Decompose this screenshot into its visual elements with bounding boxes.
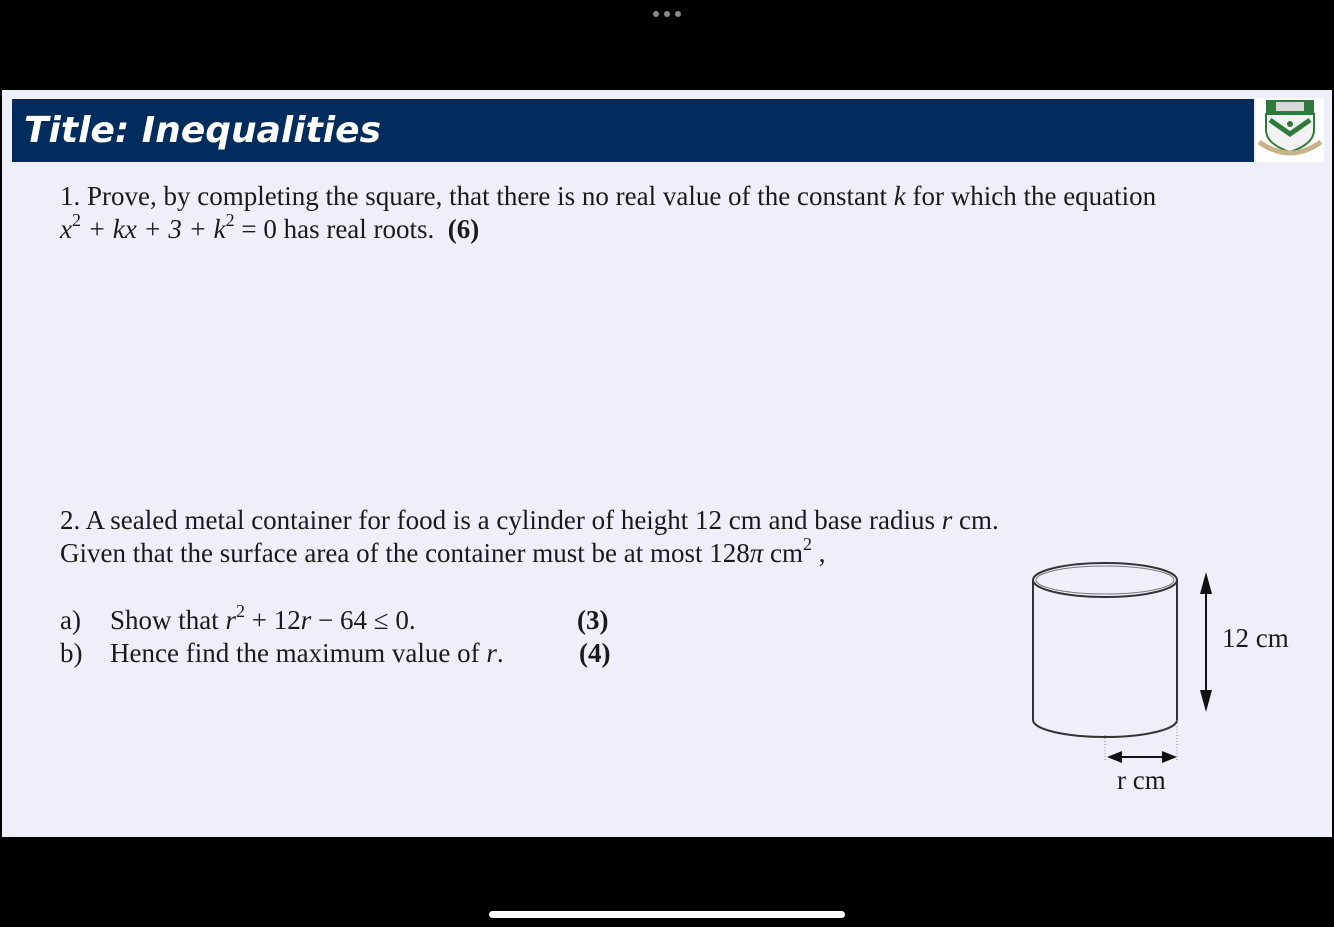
- q2b-prefix: Hence find the maximum value of: [110, 638, 487, 668]
- q1-eq-middle: + kx + 3 +: [80, 214, 214, 244]
- school-crest-icon: [1256, 98, 1324, 162]
- q2a-var-r2: r: [300, 605, 312, 635]
- cylinder-diagram: [1022, 560, 1322, 810]
- q2-line2-prefix: Given that the surface area of the container must be at most 128: [60, 538, 750, 568]
- q2a-prefix: Show that: [110, 605, 226, 635]
- q2a-var-r: r: [225, 605, 237, 635]
- q1-eq-exp1: 2: [71, 210, 81, 230]
- q1-marks: (6): [447, 214, 480, 244]
- q2b-suffix: .: [496, 638, 504, 668]
- height-label: 12 cm: [1222, 623, 1289, 653]
- radius-label: r cm: [1117, 765, 1166, 795]
- cylinder-top: [1033, 563, 1177, 597]
- q2-var-r: r: [941, 505, 953, 535]
- question-2: [60, 504, 999, 570]
- q2a-marks: (3): [577, 605, 609, 635]
- q1-eq-k: k: [213, 214, 226, 244]
- more-options-icon[interactable]: [653, 8, 681, 20]
- q1-var-k: k: [893, 181, 906, 211]
- q2-unit-exp: 2: [803, 534, 813, 554]
- question-2b: [60, 637, 504, 670]
- q2b-label: b): [60, 638, 83, 668]
- q2-line2-suffix: ,: [812, 538, 826, 568]
- cylinder-top-inner: [1036, 566, 1174, 594]
- radius-arrowhead-right: [1162, 751, 1177, 763]
- q2a-suffix: − 64 ≤ 0.: [311, 605, 416, 635]
- q2a-exp: 2: [236, 601, 246, 621]
- q2a-label: a): [60, 605, 81, 635]
- height-arrowhead-bottom: [1200, 690, 1212, 712]
- slide: [2, 90, 1332, 837]
- question-2a: [60, 601, 416, 637]
- q1-eq-exp2: 2: [225, 210, 235, 230]
- q2-line1-prefix: 2. A sealed metal container for food is a cylinder of height 12 cm and base radius: [60, 505, 942, 535]
- q2b-var-r: r: [486, 638, 497, 668]
- q2b-marks: (4): [579, 638, 611, 668]
- q1-text-prefix: 1. Prove, by completing the square, that there is no real value of the constant: [60, 181, 894, 211]
- q1-eq-x: x: [60, 214, 72, 244]
- radius-arrowhead-left: [1107, 751, 1122, 763]
- height-arrowhead-top: [1200, 572, 1212, 594]
- title-bar: [12, 99, 1254, 162]
- cylinder-bottom: [1033, 720, 1177, 737]
- q2-unit: cm: [763, 538, 804, 568]
- home-indicator[interactable]: [489, 911, 845, 918]
- q2a-mid: + 12: [245, 605, 301, 635]
- q2-line1-suffix: cm.: [952, 505, 999, 535]
- q1-eq-rest: = 0 has real roots.: [234, 214, 435, 244]
- q2-pi: π: [749, 538, 764, 568]
- question-1: [60, 180, 1156, 246]
- top-bar: [0, 0, 1334, 90]
- slide-title: Title: Inequalities: [24, 110, 381, 151]
- q1-text-suffix: for which the equation: [905, 181, 1157, 211]
